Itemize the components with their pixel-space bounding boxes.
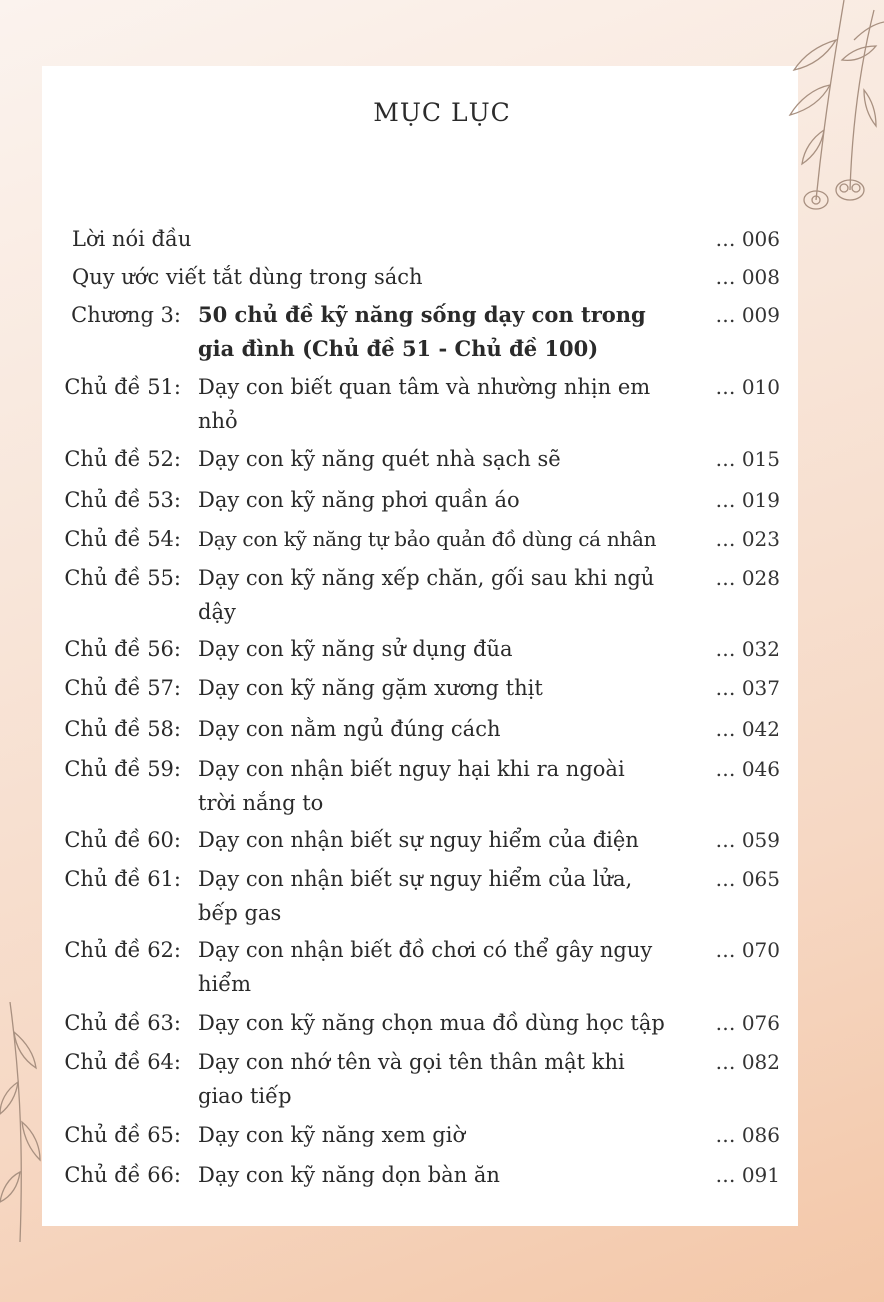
toc-entry-label: Chương 3: (71, 303, 181, 327)
toc-entry-title: 50 chủ đề kỹ năng sống dạy con trong gia đình (Chủ đề 51 - Chủ đề 100) (198, 302, 646, 361)
toc-entry-title: Dạy con nhận biết đồ chơi có thể gây nguy hiểm (198, 938, 653, 996)
toc-entry-label: Chủ đề 59: (64, 757, 181, 781)
toc-entry-title: Dạy con nhận biết sự nguy hiểm của điện (198, 828, 639, 852)
toc-page-number: … 037 (715, 676, 780, 700)
toc-entry-label: Chủ đề 62: (64, 938, 181, 962)
toc-entry-label: Chủ đề 53: (64, 488, 181, 512)
toc-page-number: … 091 (715, 1163, 780, 1187)
toc-page-number: … 019 (715, 488, 780, 512)
toc-entry-title: Dạy con kỹ năng dọn bàn ăn (198, 1163, 500, 1187)
toc-entry-label: Chủ đề 52: (64, 447, 181, 471)
toc-entry-label: Chủ đề 65: (64, 1123, 181, 1147)
toc-entry-title: Dạy con kỹ năng xem giờ (198, 1123, 466, 1147)
toc-entry-label: Chủ đề 54: (64, 527, 181, 551)
toc-entry-label: Chủ đề 58: (64, 717, 181, 741)
toc-page-number: … 032 (715, 637, 780, 661)
toc-entry-label: Chủ đề 61: (64, 867, 181, 891)
toc-entry-label: Lời nói đầu (72, 227, 192, 251)
toc-page-number: … 086 (715, 1123, 780, 1147)
page-title: MỤC LỤC (373, 98, 511, 127)
toc-page-number: … 082 (715, 1050, 780, 1074)
toc-entry-title: Dạy con nhận biết nguy hại khi ra ngoài trời nắng to (198, 757, 625, 815)
toc-page-number: … 023 (715, 527, 780, 551)
toc-entry-title: Dạy con nhận biết sự nguy hiểm của lửa, bếp gas (198, 867, 633, 925)
toc-entry-title: Dạy con nhớ tên và gọi tên thân mật khi giao tiếp (198, 1050, 625, 1108)
toc-page-number: … 059 (715, 828, 780, 852)
toc-entry-title: Dạy con kỹ năng sử dụng đũa (198, 637, 513, 661)
toc-page-number: … 042 (715, 717, 780, 741)
toc-entry-title: Dạy con kỹ năng phơi quần áo (198, 488, 520, 512)
toc-page-number: … 070 (715, 938, 780, 962)
toc-entry-label: Chủ đề 55: (64, 566, 181, 590)
toc-page-number: … 009 (715, 303, 780, 327)
toc-entry-label: Chủ đề 63: (64, 1011, 181, 1035)
toc-page-number: … 046 (715, 757, 780, 781)
toc-page-number: … 008 (715, 265, 780, 289)
toc-entry-title: Dạy con biết quan tâm và nhường nhịn em nhỏ (198, 375, 651, 433)
toc-page-number: … 006 (715, 227, 780, 251)
toc-entry-title: Dạy con kỹ năng gặm xương thịt (198, 676, 543, 700)
toc-page-number: … 015 (715, 447, 780, 471)
toc-page-number: … 010 (715, 375, 780, 399)
toc-entry-label: Chủ đề 60: (64, 828, 181, 852)
toc-entry-label: Chủ đề 64: (64, 1050, 181, 1074)
toc-entry-title: Dạy con kỹ năng xếp chăn, gối sau khi ngủ dậy (198, 566, 655, 624)
toc-entry-title: Dạy con kỹ năng quét nhà sạch sẽ (198, 447, 561, 471)
toc-entry-label: Chủ đề 66: (64, 1163, 181, 1187)
toc-entry-title: Dạy con kỹ năng tự bảo quản đồ dùng cá nhân (198, 527, 657, 551)
toc-entry-title: Dạy con nằm ngủ đúng cách (198, 717, 501, 741)
toc-page-number: … 065 (715, 867, 780, 891)
toc-page-number: … 076 (715, 1011, 780, 1035)
toc-entry-label: Chủ đề 51: (64, 375, 181, 399)
toc-entry-title: Dạy con kỹ năng chọn mua đồ dùng học tập (198, 1011, 665, 1035)
toc-entry-label: Quy ước viết tắt dùng trong sách (72, 265, 423, 289)
toc-page-number: … 028 (715, 566, 780, 590)
toc-entry-label: Chủ đề 57: (64, 676, 181, 700)
toc-entry-label: Chủ đề 56: (64, 637, 181, 661)
